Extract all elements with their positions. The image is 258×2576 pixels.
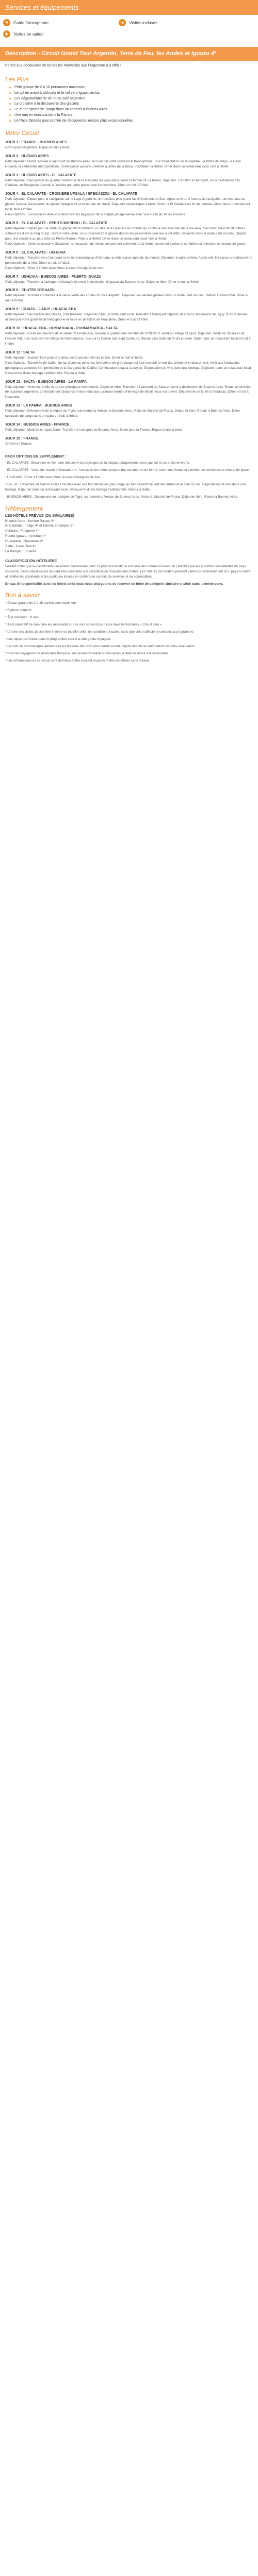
plus-item: ■ Les dégustations de vin et de café argentins: [5, 96, 253, 102]
hotel-item: La Pampa : En tente: [5, 549, 37, 553]
good-to-know-item: * L'ordre des visites pourra être inversé ou modifié selon les conditions locales, sans que cela n'affecte le contenu du programme.: [5, 630, 195, 634]
plus-item: ■ Une nuit en estancia dans la Pampa: [5, 113, 253, 118]
service-options: [3, 30, 119, 38]
option-icon: ✚: [3, 30, 10, 38]
good-to-know-item: * Pour les voyageurs de nationalité française, un passeport valide 6 mois après la date de retour est nécessaire.: [5, 651, 169, 655]
good-to-know-title: Bon à savoir: [5, 591, 40, 599]
service-visits: [119, 19, 234, 26]
days-list: [0, 141, 258, 447]
day-title: JOUR 7 : USHUAIA - BUENOS AIRES - PUERTO IGUAZU: [5, 275, 102, 279]
good-to-know-item: * Les informations de ce circuit sont données à titre indicatif et peuvent être modifiées sans préavis.: [5, 658, 151, 663]
hotel-item: Salta : Casa Real 4*: [5, 545, 36, 548]
good-to-know-item: * Rythme soutenu: [5, 608, 31, 613]
day-block: [0, 289, 258, 303]
hotel-item: Ushuaia : Fueguino 4*: [5, 529, 39, 533]
day-block: [0, 155, 258, 170]
day-text: Petit-déjeuner. Journée consacrée à la découverte des chutes du côté argentin. Déjeuner de viandes grillées dans un restaurant du parc. Retour à votre hôtel. Dîner et nuit à l'hôtel.: [5, 294, 249, 303]
day-block: [0, 380, 258, 400]
day-block: [0, 351, 258, 376]
plus-item: ■ Petit groupe de 2 à 16 personnes maximum: [5, 85, 253, 91]
day-block: [0, 222, 258, 247]
good-to-know-item: * Il est impératif de bien faire les réservations. Les vols ne sont pas inclus dans les formules « Circuit seul ».: [5, 623, 163, 627]
intro-text: Partez à la découverte de toutes les merveilles que l'Argentine a à offrir !: [5, 63, 121, 67]
day-title: JOUR 1 : FRANCE - BUENOS AIRES: [5, 140, 67, 144]
pack-option: - USHUAIA : Dîner à l'hôtel avec Menu à base d'Araignée de mer.: [5, 475, 101, 479]
hotels-list: [0, 519, 258, 554]
day-block: [0, 192, 258, 217]
day-text: Petit-déjeuner. Départ pour la navigation sur le Lago Argentino, le troisième plus grand lac d'Amérique du Sud. Après environ 2 heures de navigation, arrivée face au glacier Upsala. Découverte du glacier Spegazzini et de la baie de Onelli. Déjeuner panier-repas à bord. Retour à El Calafate en fin de journée. Dîner dans un restaurant local. Nuit à l'hôtel. Pack Options : Excursion en 4x4 pour découvrir les paysages de la steppe patagonienne avec vue sur le lac et les environs.: [5, 197, 250, 217]
day-block: [0, 404, 258, 419]
day-title: JOUR 3 : BUENOS AIRES - EL CALAFATE: [5, 173, 77, 177]
plus-item: ■ La croisière à la découverte des glaciers: [5, 101, 253, 107]
day-text: Petit-déjeuner. Transfert vers l'aéroport et envol à destination d'Ushuaïa, la ville la plus australe du monde. Déjeuner à votre arrivée. Après-midi libre pour une découverte personnelle de la ville. Dîner et nuit à l'hôtel. Pack Options : Dîner à l'hôtel avec Menu à base d'Araignée de mer.: [5, 256, 253, 270]
service-label: Guide francophone: [13, 20, 49, 25]
day-title: JOUR 9 : IGUAZU - JUJUY - HUACALERA: [5, 308, 76, 312]
plus-item: ■ Le Pack Options pour profiter de découvertes encore plus exceptionnelles: [5, 118, 253, 124]
day-title: JOUR 8 : CHUTES D'IGUAZU: [5, 289, 55, 293]
day-block: [0, 251, 258, 271]
day-text: Petit-déjeuner. Départ pour la visite du glacier Perito Moreno, un des seuls glaciers au monde qui continue son avancée dans les eaux. Son front, haut de 60 mètres, s'étend sur 4 km le long du lac. Durant votre visite, vous observerez le glacier depuis les passerelles prévues à cet effet. Déjeuner dans le restaurant du parc. Départ pour une croisière au plus près du Perito Moreno. Retour à l'hôtel. Dîner dans un restaurant local. Nuit à l'hôtel. Pack Options : Visite du musée « Glaciarium », l'occasion de mieux comprendre comment s'est formé, comment évolue et combien est immense ce champ de glace.: [5, 227, 246, 246]
classification-text: Veuillez noter que la classification en étoiles mentionnée dans ce produit touristique est celle des normes locales (NL) établies par les autorités compétentes du pays concerné. Cette classification ne peut être comparée à la classification française des hôtels. Les critères de notation peuvent varier considérablement d'un pays à l'autre et refléter les standards et les pratiques locales en matière de confort, de services et de commodités.: [5, 564, 251, 579]
service-guide: [3, 19, 119, 26]
pack-option: - EL CALAFATE : Excursion en 4x4 pour découvrir les paysages de la steppe patagonienne avec vue sur le lac et les environs.: [5, 461, 190, 465]
good-to-know-item: * Les repas non inclus dans le programme sont à la charge du voyageur.: [5, 637, 111, 641]
day-block: [0, 275, 258, 285]
day-title: JOUR 14 : BUENOS AIRES - FRANCE: [5, 423, 69, 427]
day-block: [0, 423, 258, 433]
day-block: [0, 327, 258, 347]
plus-title: Les Plus: [5, 75, 29, 83]
guide-icon: ⚑: [3, 19, 10, 26]
day-text: Petit-déjeuner. Découverte de la région du Tigre, surnommé la Venise de Buenos Aires. Visite du Marché de Frutos. Déjeuner libre. Retour à Buenos Aires. Dîner-spectacle de tango dans un cabaret. Nuit à l'hôtel.: [5, 409, 241, 418]
hotel-item: Huacalera : Huacalera 4*: [5, 539, 43, 544]
pack-option: - SALTA : Traversée du Cañon de las Conchas avec ses formations de grès rouge qui font ressortir le vert des arbres et le bleu du ciel. Dégustation de vins dans une bodega. Déjeuner dans un restaurant local. Découverte d'une bodega traditionnelle. Retour à Salta.: [5, 482, 246, 492]
pack-options-list: [0, 461, 258, 500]
classification-note: En cas d'indisponibilité dans les hôtels cités nous nous chargerons de réserver un hôtel de catégorie similaire et situé dans la même zone.: [5, 582, 223, 586]
plus-item: ■ Le dîner-spectacle Tango dans un cabaret à Buenos Aires: [5, 107, 253, 113]
pack-options-header: PACK OPTIONS EN SUPPLÉMENT :: [5, 455, 67, 459]
good-to-know-item: * Départ garanti de 2 à 16 participants maximum: [5, 601, 76, 605]
day-block: [0, 437, 258, 447]
day-title: JOUR 12 : SALTA - BUENOS AIRES - LA PAMPA: [5, 380, 87, 384]
pack-option: - BUENOS AIRES : Découverte de la région du Tigre, surnommé la Venise de Buenos Aires. Visite du Marché de Frutos. Déjeuner libre. Retour à Buenos Aires.: [5, 495, 238, 499]
services-banner: Services et équipements: [0, 0, 258, 15]
day-text: Petit-déjeuner. Découverte du quartier historique de la Recoleta où vous découvrirez la tombe d'Eva Perón. Déjeuner. Transfert à l'aéroport, vol à destination d'El Calafate, en Patagonie. Accueil à l'arrivée par votre guide local francophone. Dîner et nuit à l'hôtel.: [5, 178, 240, 188]
good-to-know-item: * Âge minimum : 8 ans: [5, 616, 39, 620]
day-title: JOUR 2 : BUENOS AIRES: [5, 154, 49, 158]
description-title: Description - Circuit Grand Tour Argentin, Terre de Feu, les Andes et Iguazu 4*: [0, 47, 258, 61]
day-text: Petit-déjeuner à bord. Arrivée à l'aéroport de Buenos Aires. Accueil par votre guide local francophone. Tour d'orientation de la capitale : la Plaza de Mayo, la Casa Rosada, la cathédrale métropolitaine. Continuation jusqu'au célèbre quartier de la Boca. Installation à l'hôtel. Dîner dans un restaurant local. Nuit à l'hôtel.: [5, 159, 241, 168]
hotel-item: Puerto Iguazu : Amerian 4*: [5, 534, 46, 538]
day-title: JOUR 13 : LA PAMPA - BUENOS AIRES: [5, 404, 72, 408]
hebergement-title: Hébergement: [5, 504, 43, 512]
day-text: Petit-déjeuner. Matinée et repas libres. Transfert à l'aéroport de Buenos Aires. Envol pour la France. Repas et nuit à bord.: [5, 428, 183, 432]
day-block: [0, 308, 258, 323]
services-list: [0, 15, 258, 45]
day-text: Petit-déjeuner. Transfert à l'aéroport d'Ushuaïa et envol à destination d'Iguazu via Buenos Aires. Déjeuner libre. Dîner et nuit à l'hôtel.: [5, 280, 200, 284]
plus-list: [0, 85, 258, 124]
hotels-header: LES HÔTELS PRÉVUS (OU SIMILAIRES): [5, 514, 74, 518]
day-title: JOUR 4 : EL CALAFATE - CROISIERE UPSALA / SPEGAZZINI - EL CALAFATE: [5, 192, 137, 196]
plus-item: ■ Le vol en avion à Ushuaïa et le vol vers Iguazu inclus: [5, 91, 253, 96]
circuit-title: Votre Circuit: [5, 129, 39, 137]
day-block: [0, 174, 258, 189]
hotel-item: El Calafate : Imago 4* et Edenia El Galpon 3*: [5, 524, 74, 528]
day-text: Petit-déjeuner. Visite de la ville et de ses principaux monuments. Déjeuner libre. Transfert à l'aéroport de Salta et envol à destination de Buenos Aires. Route en direction de la pampa argentine. Le monde des Gauchos et des estancias, grandes fermes d'élevage de bétail, vous est ouvert. Découverte de la vie à l'estancia. Dîner et nuit à l'estancia.: [5, 385, 252, 399]
day-text: Petit-déjeuner. Journée libre pour une découverte personnelle de la ville. Dîner et nuit à l'hôtel. Pack Options : Traversée du Cañon de las Conchas avec ses formations de grès rouge qui font ressortir le vert des arbres et le bleu du ciel. Arrêt aux formations géologiques appelées l'Amphithéâtre et la Garganta del Diablo. Continuation jusqu'à Cafayate. Dégustation de vins dans une bodega. Déjeuner dans un restaurant local. Découverte d'une bodega traditionnelle. Retour à Salta.: [5, 355, 252, 375]
day-block: [0, 141, 258, 150]
service-label: Visites incluses: [129, 20, 158, 25]
classification-header: CLASSIFICATION HÔTELIÈRE: [5, 559, 57, 563]
day-text: Envol pour l'Argentine. Repas et nuit à bord.: [5, 145, 70, 149]
day-title: JOUR 15 : FRANCE: [5, 437, 39, 441]
day-text: Arrivée en France.: [5, 442, 33, 446]
day-text: Petit-déjeuner. Route en direction de la vallée d'Humahuaca, classée au patrimoine mondial de l'UNESCO. Arrêt au village d'Uquía. Déjeuner. Visite de Tilcara et de l'ancien fort, puis route vers le village de Purmamarca. Vue sur la Colline aux Sept Couleurs. Retour vers Salta en fin de journée. Dîner dans un restaurant local et nuit à l'hôtel.: [5, 332, 251, 346]
day-title: JOUR 5 : EL CALAFATE - PERITO MORENO - EL CALAFATE: [5, 222, 108, 226]
day-title: JOUR 10 : HUACALERA - HUMAHUACA - PURMAMARCA - SALTA: [5, 327, 118, 331]
good-to-know-list: [0, 601, 258, 663]
service-label: Visites en option: [13, 31, 44, 37]
visits-icon: ★: [119, 19, 126, 26]
pack-option: - EL CALAFATE : Visite du musée « Glaciarium », l'occasion de mieux comprendre comment s'est formé, comment évolue et combien est immense ce champ de glace.: [5, 468, 250, 472]
good-to-know-item: * Le nom de la compagnie aérienne et les horaires des vols vous seront communiqués lors de la confirmation de votre réservation.: [5, 645, 196, 648]
day-text: Petit-déjeuner. Découverte des chutes, côté brésilien. Déjeuner dans un restaurant local. Transfert à l'aéroport d'Iguazu et envol à destination de Jujuy. À votre arrivée, accueil par votre guide local francophone et route en direction de Huacalera. Dîner et nuit à l'hôtel.: [5, 313, 249, 322]
hotel-item: Buenos Aires : Kenton Palace 4*: [5, 519, 55, 523]
day-title: JOUR 6 : EL CALAFATE - USHUAIA: [5, 250, 66, 255]
day-title: JOUR 11 : SALTA: [5, 350, 35, 354]
